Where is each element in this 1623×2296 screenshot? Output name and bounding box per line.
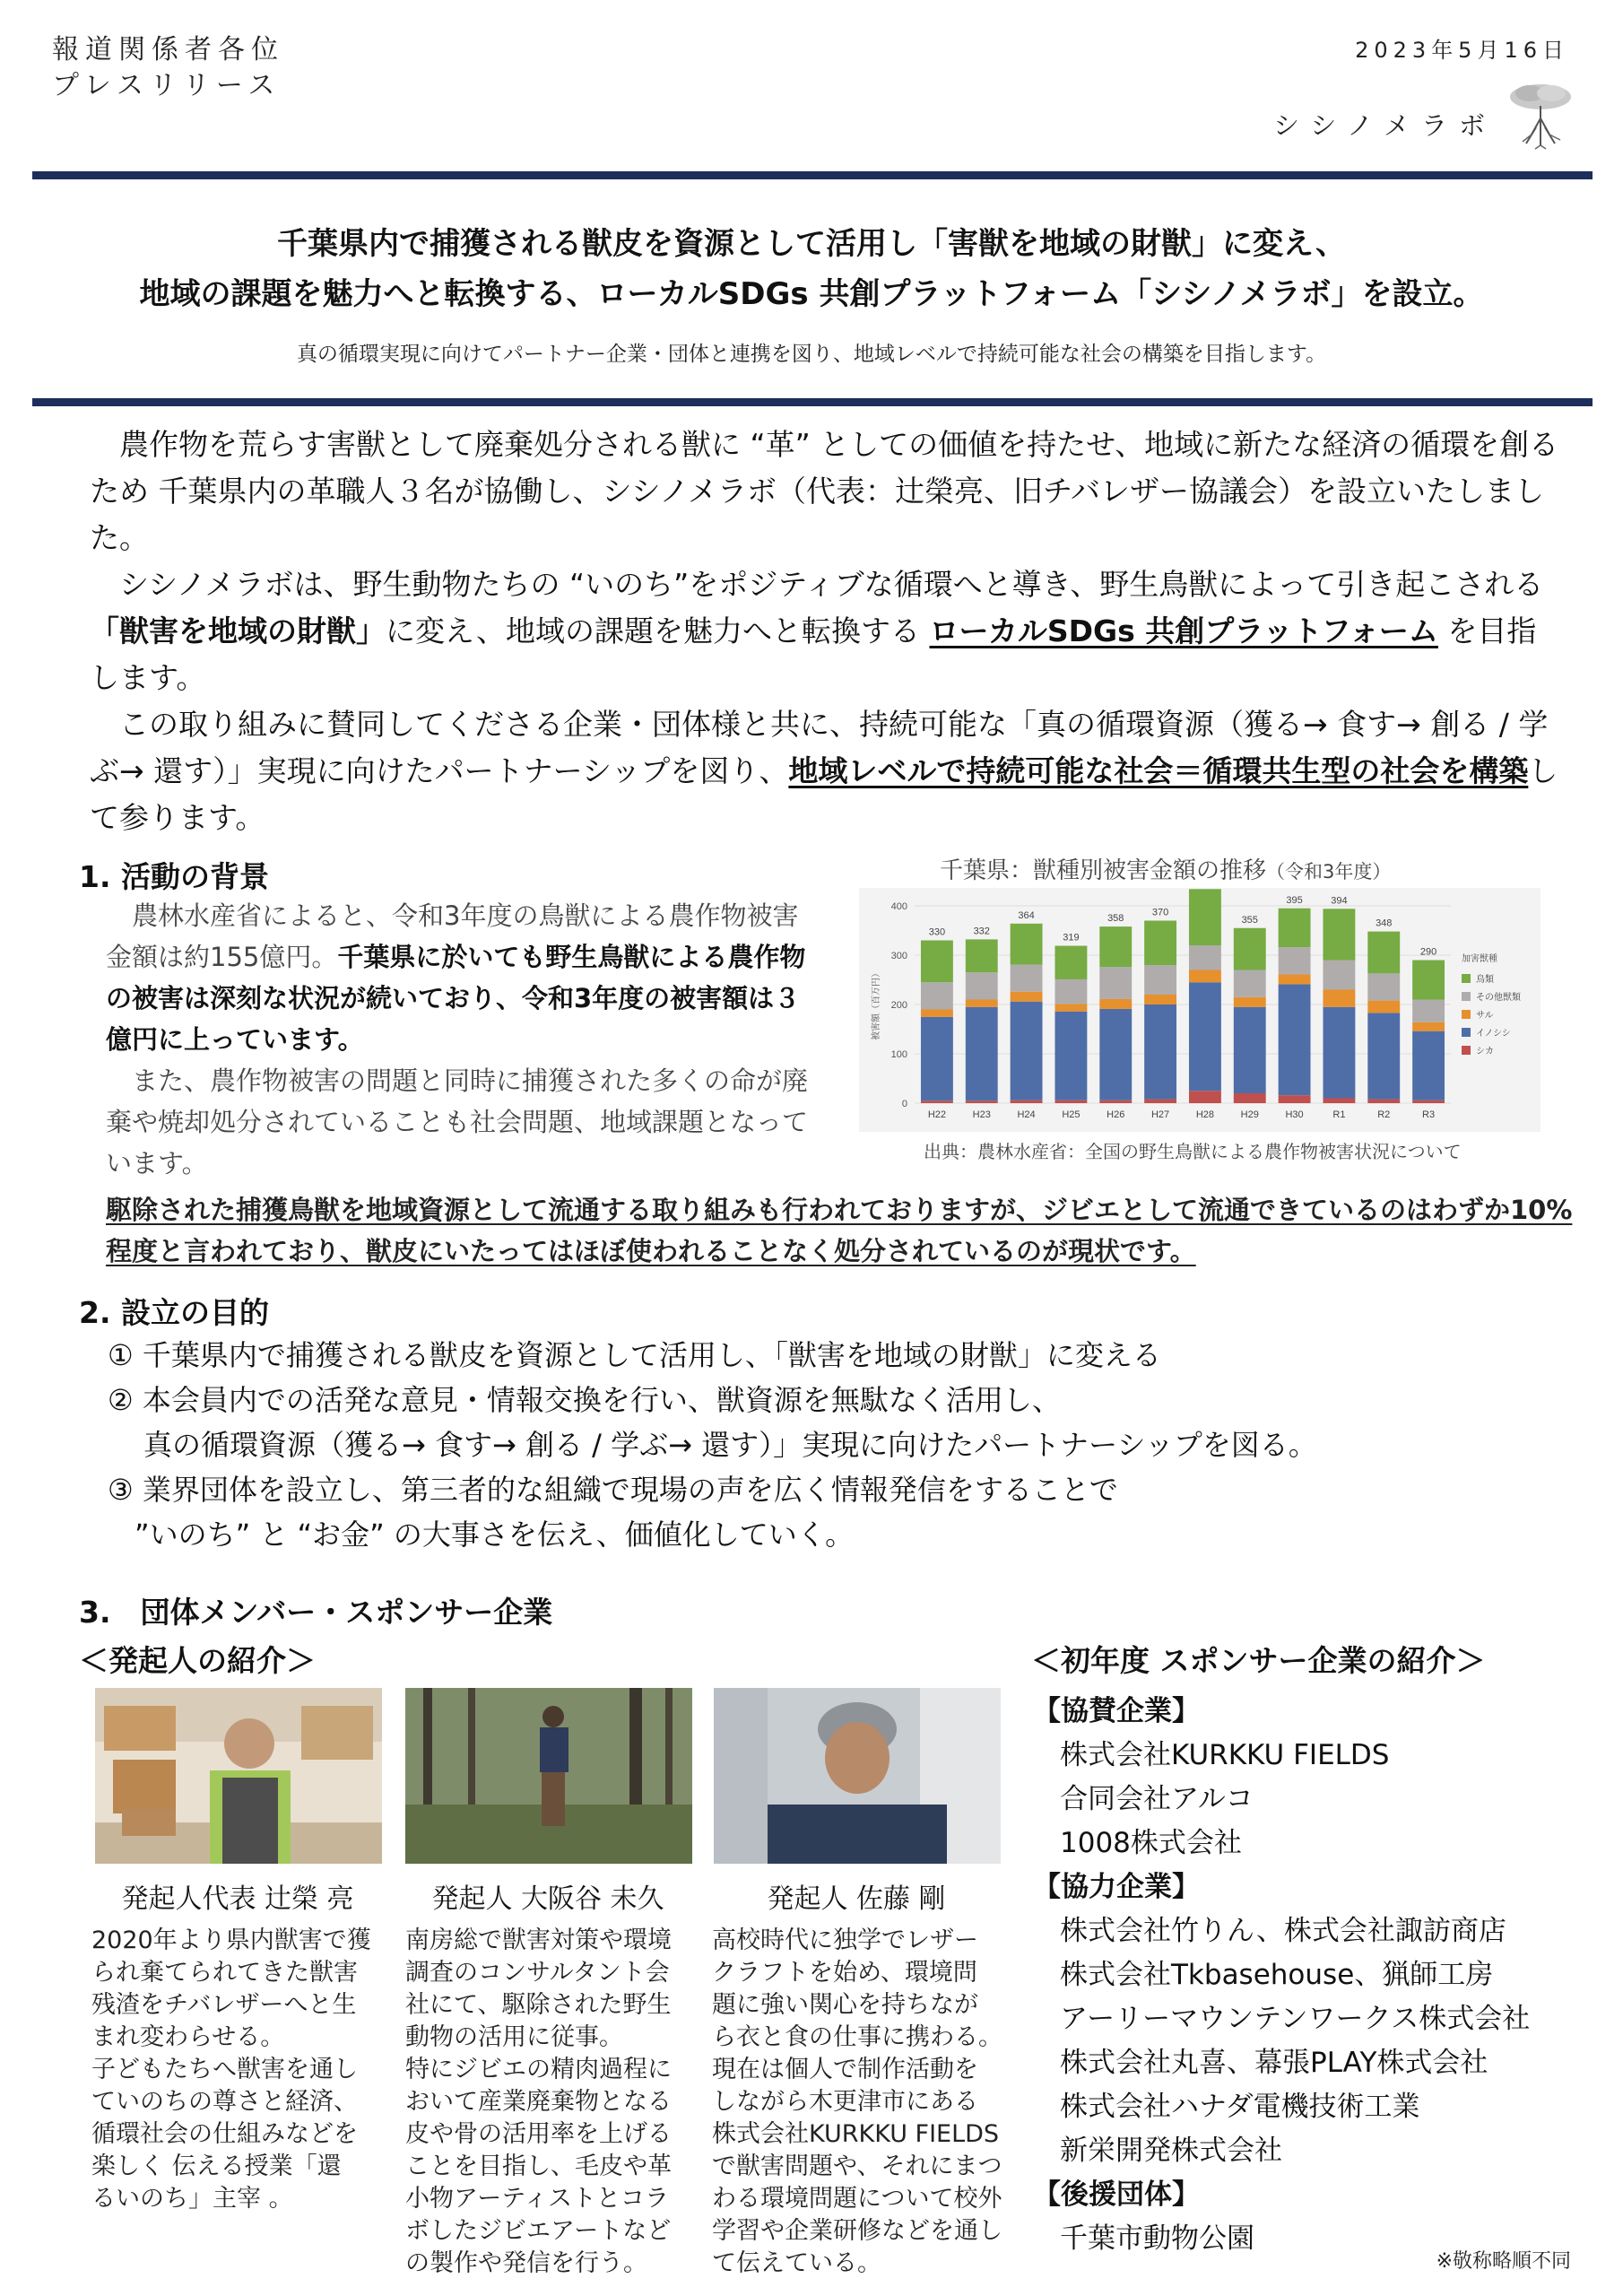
bar-segment (1011, 964, 1043, 991)
intro-p3-bold: 地域レベルで持続可能な社会＝循環共生型の社会を構築 (788, 753, 1529, 788)
bar-segment (1323, 961, 1355, 990)
s1-p1-text: 農林水産省によると、令和3年度の鳥獣による農作物被害金額は約155億円。 (106, 900, 799, 972)
legend-label: 鳥類 (1476, 975, 1494, 985)
recipient-line: 報道関係者各位 (52, 34, 284, 65)
bio-line: の製作や発信を行う。 (405, 2249, 647, 2277)
bar-segment (1144, 1004, 1176, 1100)
legend-swatch (1462, 992, 1471, 1001)
bio-line: 動物の活用に従事。 (405, 2023, 623, 2051)
total-label: 319 (1063, 932, 1080, 944)
bio-line: 南房総で獣害対策や環境 (405, 1926, 672, 1954)
total-label: 358 (1107, 913, 1124, 925)
bar-segment (1011, 924, 1043, 965)
purpose-list (108, 1333, 1317, 1557)
x-tick-label: H30 (1285, 1109, 1304, 1120)
bar-segment (1189, 1091, 1221, 1103)
s1-p1-bold: 千葉県に於いても野生鳥獣による農作物の被害は深刻な状況が続いており、令和3年度の被害額は３億円に上っています。 (106, 942, 806, 1055)
x-tick-label: H22 (927, 1109, 947, 1120)
bar-segment (921, 941, 953, 983)
intro-paragraph-1: 農作物を荒らす害獣として廃棄処分される獣に “革” としての価値を持たせ、地域に新たな経済の循環を創るため 千葉県内の革職人３名が協働し、シシノメラボ（代表：辻榮亮、旧チバレザー協議会）を設立いたしました。 (90, 427, 1559, 555)
bar-segment (1279, 1095, 1311, 1103)
tree-logo-icon (1496, 79, 1585, 151)
founder-bio-3 (712, 1925, 1002, 2280)
headline-line2: 地域の課題を魅力へと転換する、ローカルSDGs 共創プラットフォーム「シシノメラボ」を設立。 (139, 276, 1484, 312)
bar-segment (1189, 945, 1221, 970)
bio-line: 株式会社KURKKU FIELDS (712, 2120, 1000, 2148)
bio-line: しながら木更津市にある (712, 2088, 978, 2116)
bar-segment (1323, 909, 1355, 960)
bio-line: 特にジビエの精肉過程に (405, 2056, 672, 2083)
legend-label: その他獣類 (1476, 993, 1521, 1003)
sponsor-item: 株式会社ハナダ電機技術工業 (1060, 2091, 1420, 2123)
legend-swatch (1462, 1046, 1471, 1055)
bio-line: 楽しく 伝える授業「還 (91, 2152, 342, 2180)
sponsors-heading: ＜初年度 スポンサー企業の紹介＞ (1031, 1643, 1486, 1678)
bar-segment (966, 1100, 998, 1103)
purpose-item-3b: ”いのち” と “お金” の大事さを伝え、価値化していく。 (135, 1518, 855, 1552)
sponsor-item: 株式会社竹りん、株式会社諏訪商店 (1060, 1915, 1506, 1947)
second-rule (32, 398, 1593, 406)
bar-segment (1367, 1001, 1400, 1013)
total-label: 394 (1331, 895, 1348, 907)
honorific-note: ※敬称略順不同 (1436, 2250, 1571, 2273)
founder-photo-sato (714, 1688, 1001, 1864)
x-tick-label: R3 (1422, 1109, 1436, 1120)
release-date: 2023年5月16日 (1355, 38, 1569, 63)
intro-p3-end: して参ります。 (90, 753, 1558, 835)
x-tick-label: H27 (1150, 1109, 1170, 1120)
bio-line: ボしたジビエアートなど (405, 2217, 672, 2245)
x-tick-label: H24 (1017, 1109, 1036, 1120)
bar-segment (1412, 961, 1445, 1000)
bar-segment (1412, 1100, 1445, 1103)
intro-p2-text: シシノメラボは、野生動物たちの “いのち”をポジティブな循環へと導き、野生鳥獣によって引き起こされる (119, 567, 1544, 602)
bar-segment (966, 1007, 998, 1101)
legend-label: シカ (1476, 1047, 1494, 1057)
bar-segment (1144, 1100, 1176, 1103)
bar-segment (1011, 1002, 1043, 1100)
bio-line: るいのち」主宰 。 (91, 2185, 293, 2213)
top-rule (32, 171, 1593, 179)
section1-paragraph-1 (106, 895, 814, 1060)
bar-segment (1412, 1031, 1445, 1100)
bar-segment (1412, 1000, 1445, 1022)
bio-line: 子どもたちへ獣害を通し (91, 2056, 358, 2083)
legend-label: サル (1476, 1011, 1494, 1021)
x-tick-label: H29 (1240, 1109, 1259, 1120)
bar-segment (1099, 967, 1132, 999)
sponsor-category-backing: 【後援団体】 (1033, 2179, 1200, 2211)
bar-segment (1323, 1007, 1355, 1099)
bio-line: られ棄てられてきた獣害 (91, 1959, 358, 1987)
intro-p2-platform: ローカルSDGs 共創プラットフォーム (929, 613, 1438, 648)
bar-segment (1234, 997, 1266, 1007)
bio-line: 社にて、駆除された野生 (405, 1991, 672, 2019)
total-label: 290 (1419, 946, 1437, 958)
section1-heading: 1. 活動の背景 (79, 859, 269, 894)
intro-p2-bold: 「獣害を地域の財獣」 (90, 613, 386, 648)
bar-segment (921, 1017, 953, 1101)
x-tick-label: H28 (1195, 1109, 1215, 1120)
x-tick-label: H26 (1107, 1109, 1125, 1120)
bio-line: おいて産業廃棄物となる (405, 2088, 672, 2116)
headline-subtitle: 真の循環実現に向けてパートナー企業・団体と連携を図り、地域レベルで持続可能な社会の構築を目指します。 (296, 343, 1327, 366)
sponsor-category-cooperation: 【協力企業】 (1033, 1871, 1200, 1903)
total-label: 370 (1151, 907, 1169, 918)
total-label: 332 (973, 926, 990, 937)
y-axis-label: 被害額（百万円） (872, 969, 881, 1040)
bar-segment (1011, 992, 1043, 1002)
damage-bar-chart (859, 888, 1541, 1132)
bar-segment (966, 972, 998, 999)
bio-line: 高校時代に独学でレザー (712, 1926, 978, 1954)
bar-segment (921, 982, 953, 1009)
bar-segment (1234, 1007, 1266, 1093)
bar-segment (1189, 970, 1221, 983)
bar-segment (1055, 1004, 1087, 1011)
bio-line: クラフトを始め、環境問 (712, 1959, 977, 1987)
bar-segment (1189, 982, 1221, 1091)
intro-paragraph-2 (90, 561, 1560, 701)
legend-swatch (1462, 974, 1471, 983)
founder-photo-tsuji (95, 1688, 382, 1864)
y-tick-label: 100 (890, 1049, 907, 1060)
intro-p2-text2: に変え、地域の課題を魅力へと転換する (386, 613, 930, 648)
bio-line: ていのちの尊さと経済、 (91, 2088, 358, 2116)
total-label: 348 (1376, 918, 1393, 929)
bio-line: 学習や企業研修などを通し (712, 2217, 1002, 2245)
bar-segment (1099, 1009, 1132, 1100)
bio-line: 現在は個人で制作活動を (712, 2056, 978, 2083)
bar-segment (921, 1010, 953, 1017)
bar-segment (1279, 947, 1311, 974)
total-label: 330 (928, 926, 946, 938)
x-tick-label: R2 (1377, 1109, 1391, 1120)
brand-name: シシノメラボ (1273, 110, 1497, 141)
bio-line: 題に強い関心を持ちなが (712, 1991, 978, 2019)
bio-line: わる環境問題について校外 (712, 2185, 1002, 2213)
bar-segment (1279, 909, 1311, 947)
bio-line: 残渣をチバレザーへと生 (91, 1991, 357, 2019)
bar-segment (1367, 1100, 1400, 1103)
section1-paragraph-2: また、農作物被害の問題と同時に捕獲された多くの命が廃棄や焼却処分されていることも社会問題、地域課題となっています。 (106, 1065, 809, 1178)
chart-source: 出典：農林水産省：全国の野生鳥獣による農作物被害状況について (924, 1141, 1462, 1162)
bar-segment (1144, 995, 1176, 1004)
y-tick-label: 0 (901, 1099, 907, 1109)
intro-paragraph-3 (90, 701, 1560, 841)
legend-swatch (1462, 1010, 1471, 1019)
y-tick-label: 400 (890, 901, 907, 912)
sponsor-item: 株式会社Tkbasehouse、猟師工房 (1060, 1959, 1494, 1991)
sponsor-item: 1008株式会社 (1060, 1827, 1242, 1859)
bar-segment (1099, 999, 1132, 1009)
sponsor-item: 株式会社KURKKU FIELDS (1060, 1739, 1390, 1771)
bar-segment (921, 1100, 953, 1103)
section1-text (106, 895, 814, 1184)
bar-segment (1279, 974, 1311, 984)
y-tick-label: 300 (890, 951, 907, 961)
bar-segment (1144, 965, 1176, 995)
bar-segment (1055, 1012, 1087, 1100)
bio-line: て伝えている。 (712, 2249, 881, 2277)
founder-caption-3: 発起人 佐藤 剛 (767, 1883, 946, 1915)
bar-segment (1367, 973, 1400, 1000)
bar-segment (1099, 926, 1132, 967)
sponsor-item: アーリーマウンテンワークス株式会社 (1060, 2003, 1531, 2035)
legend-swatch (1462, 1028, 1471, 1037)
sponsor-item: 新栄開発株式会社 (1060, 2135, 1282, 2167)
section1-emphasis: 駆除された捕獲鳥獣を地域資源として流通する取り組みも行われておりますが、ジビエとして流通できているのはわずか10%程度と言われており、獣皮にいたってはほぼ使われることなく処分されているのが現状です。 (106, 1195, 1573, 1266)
purpose-item-2b: 真の循環資源（獲る→ 食す→ 創る / 学ぶ→ 還す）」実現に向けたパートナーシップを図る。 (143, 1428, 1317, 1462)
headline-line1: 千葉県内で捕獲される獣皮を資源として活用し「害獣を地域の財獣」に変え、 (276, 226, 1347, 262)
section3-heading: 3. 団体メンバー・スポンサー企業 (79, 1595, 553, 1630)
intro-p3-text: この取り組みに賛同してくださる企業・団体様と共に、持続可能な「真の循環資源（獲る→ 食す→ 創る / 学ぶ→ 還す）」実現に向けたパートナーシップを図り、 (90, 707, 1549, 788)
bio-line: で獣害問題や、それにまつ (712, 2152, 1002, 2180)
legend-label: イノシシ (1476, 1029, 1511, 1039)
header-recipient (52, 32, 284, 104)
x-tick-label: H23 (972, 1109, 991, 1120)
x-tick-label: R1 (1332, 1109, 1346, 1120)
bio-line: 2020年より県内獣害で獲 (91, 1926, 371, 1954)
chart-subtitle: （令和3年度） (1266, 861, 1392, 883)
founder-bio-2 (405, 1925, 672, 2280)
purpose-item-1: ① 千葉県内で捕獲される獣皮を資源として活用し、「獣害を地域の財獣」に変える (108, 1338, 1161, 1372)
bar-segment (1189, 889, 1221, 945)
bio-line: ことを目指し、毛皮や革 (405, 2152, 672, 2180)
bar-segment (1144, 921, 1176, 966)
purpose-item-2a: ② 本会員内での活発な意見・情報交換を行い、獣資源を無駄なく活用し、 (108, 1383, 1061, 1417)
section2-heading: 2. 設立の目的 (79, 1295, 269, 1330)
sponsor-category-support: 【協賛企業】 (1033, 1695, 1200, 1727)
chart-title-text: 千葉県：獣種別被害金額の推移 (940, 857, 1267, 884)
bar-segment (1234, 928, 1266, 970)
bar-segment (1367, 1013, 1400, 1099)
bar-segment (1234, 970, 1266, 997)
bar-segment (1367, 932, 1400, 974)
bio-line: 小物アーティストとコラ (405, 2185, 670, 2213)
bar-segment (966, 939, 998, 972)
total-label: 364 (1018, 909, 1035, 921)
total-label: 395 (1286, 894, 1303, 906)
bar-segment (1055, 1100, 1087, 1103)
legend-title: 加害獣種 (1462, 954, 1497, 964)
bar-segment (1412, 1022, 1445, 1031)
doc-type-line: プレスリリース (52, 70, 282, 101)
total-label: 355 (1241, 914, 1258, 926)
sponsor-item: 株式会社丸喜、幕張PLAY株式会社 (1060, 2047, 1488, 2079)
founders-heading: ＜発起人の紹介＞ (79, 1643, 316, 1678)
founder-bio-1 (91, 1925, 371, 2215)
intro-p2-end: を目指します。 (90, 613, 1537, 695)
x-tick-label: H25 (1062, 1109, 1081, 1120)
founder-caption-2: 発起人 大阪谷 未久 (431, 1883, 664, 1915)
founder-caption-1: 発起人代表 辻榮 亮 (121, 1883, 354, 1915)
founder-photo-osakaya (405, 1688, 692, 1864)
bar-segment (1279, 984, 1311, 1095)
bar-segment (1323, 990, 1355, 1007)
bio-line: 調査のコンサルタント会 (405, 1959, 670, 1987)
bar-segment (1055, 979, 1087, 1004)
bar-segment (1323, 1099, 1355, 1104)
bar-segment (1011, 1100, 1043, 1103)
bio-line: まれ変わらせる。 (91, 2023, 285, 2051)
chart-title (940, 852, 1391, 885)
intro-text (90, 422, 1560, 841)
bar-segment (1099, 1100, 1132, 1103)
bio-line: 循環社会の仕組みなどを (91, 2120, 358, 2148)
bio-line: ら衣と食の仕事に携わる。 (712, 2023, 1002, 2051)
bio-line: 皮や骨の活用率を上げる (405, 2120, 672, 2148)
sponsor-list (1033, 1690, 1531, 2261)
bar-segment (1234, 1093, 1266, 1103)
y-tick-label: 200 (890, 1000, 907, 1011)
sponsor-item: 千葉市動物公園 (1060, 2222, 1254, 2255)
bar-segment (1055, 946, 1087, 979)
sponsor-item: 合同会社アルコ (1060, 1783, 1254, 1815)
purpose-item-3a: ③ 業界団体を設立し、第三者的な組織で現場の声を広く情報発信をすることで (108, 1473, 1118, 1507)
bar-segment (966, 1000, 998, 1007)
